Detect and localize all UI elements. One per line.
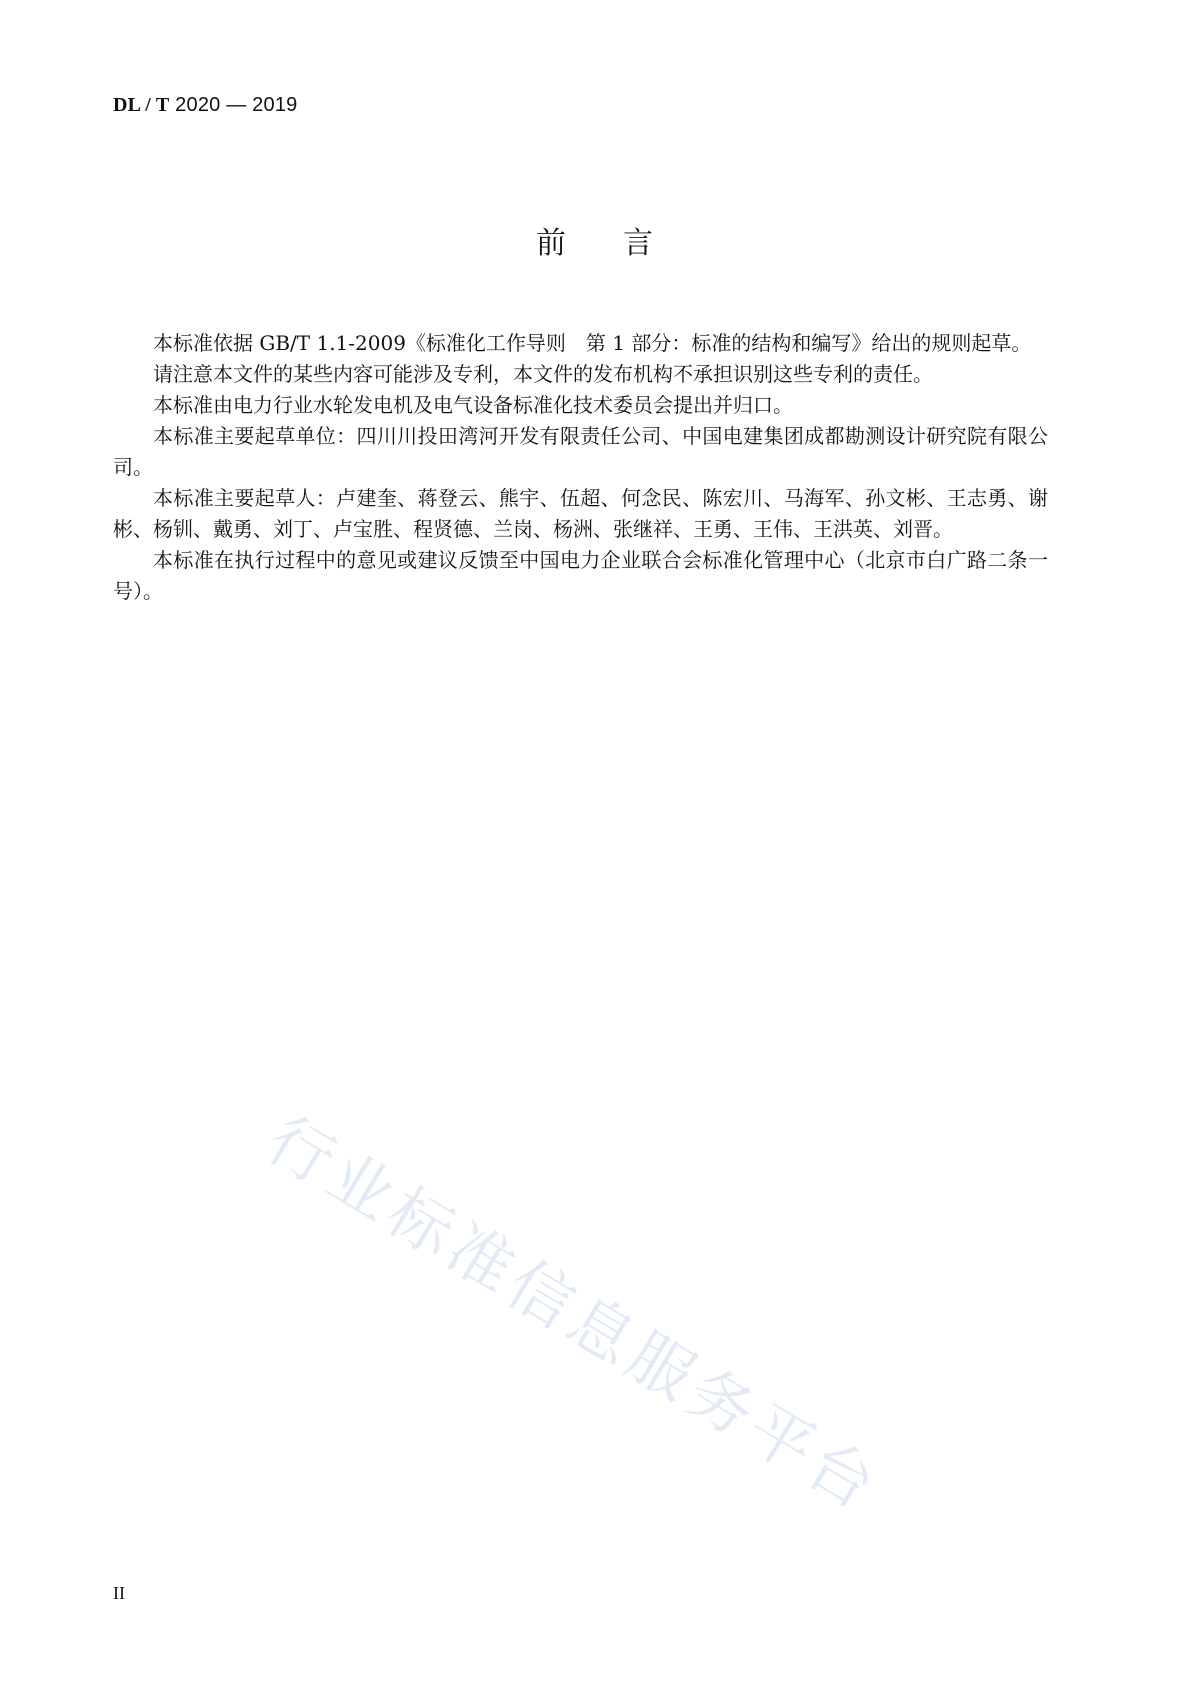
page-title bbox=[0, 218, 1190, 262]
title-char-1: 前 bbox=[536, 226, 567, 261]
paragraph-proposer: 本标准由电力行业水轮发电机及电气设备标准化技术委员会提出并归口。 bbox=[153, 393, 793, 417]
standard-number: 2020 — 2019 bbox=[169, 94, 298, 116]
standard-prefix: DL / T bbox=[113, 94, 170, 116]
foreword-body bbox=[113, 328, 1048, 607]
paragraph-patent-notice: 请注意本文件的某些内容可能涉及专利，本文件的发布机构不承担识别这些专利的责任。 bbox=[153, 362, 933, 386]
document-code-header bbox=[113, 94, 297, 117]
watermark: 行业标准信息服务平台 bbox=[254, 1102, 893, 1527]
paragraph-feedback: 本标准在执行过程中的意见或建议反馈至中国电力企业联合会标准化管理中心（北京市白广路二条一号）。 bbox=[113, 548, 1048, 603]
paragraph-drafters: 本标准主要起草人：卢建奎、蒋登云、熊宇、伍超、何念民、陈宏川、马海军、孙文彬、王志勇、谢彬、杨钏、戴勇、刘丁、卢宝胜、程贤德、兰岗、杨洲、张继祥、王勇、王伟、王洪英、刘晋。 bbox=[113, 486, 1048, 541]
page-number: II bbox=[113, 1583, 125, 1603]
paragraph-drafting-units: 本标准主要起草单位：四川川投田湾河开发有限责任公司、中国电建集团成都勘测设计研究院有限公司。 bbox=[113, 424, 1048, 479]
title-char-2: 言 bbox=[623, 226, 654, 261]
paragraph-drafting-rules: 本标准依据 GB/T 1.1-2009《标准化工作导则 第 1 部分：标准的结构和编写》给出的规则起草。 bbox=[153, 331, 1032, 355]
